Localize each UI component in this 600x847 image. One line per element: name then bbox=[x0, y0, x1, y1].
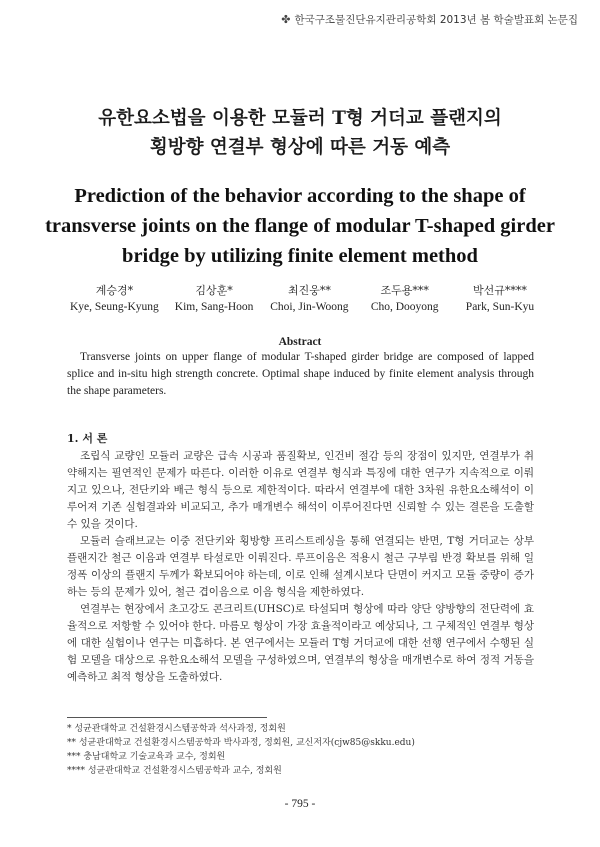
conference-header-text: 한국구조물진단유지관리공학회 2013년 봄 학술발표회 논문집 bbox=[294, 14, 578, 26]
footnote: * 성균관대학교 건설환경시스템공학과 석사과정, 정회원 bbox=[67, 724, 286, 734]
author bbox=[365, 283, 445, 316]
english-title bbox=[0, 181, 600, 271]
author-name-english: Cho, Dooyong bbox=[370, 301, 439, 313]
author-list bbox=[70, 283, 540, 316]
section-heading: 1. 서 론 bbox=[67, 432, 108, 445]
body-text bbox=[67, 448, 534, 686]
abstract-heading: Abstract bbox=[278, 336, 322, 348]
author-name-english: Kim, Sang-Hoon bbox=[174, 301, 254, 313]
korean-title bbox=[0, 104, 600, 162]
paragraph: 연결부는 현장에서 초고강도 콘크리트(UHSC)로 타설되며 형상에 따라 양단 양방향의 전단력에 효율적으로 저항할 수 있어야 한다. 마름모 형상이 가장 효율적이라고 예상되나, 그 구체적인 연결부 형상에 대한 실험이나 연구는 미흡하다. 본 연구에서는 모듈러 T형 거더교에 대한 선행 연구에서 수행된 실험 모델을 대상으로 유한요소해석 모델을 구성하였으며, 연결부의 형상을 매개변수로 하여 정적 거동을 예측하고 최적 형상을 도출하였다. bbox=[67, 603, 534, 683]
abstract-text: Transverse joints on upper flange of modular T-shaped girder bridge are composed of lapped splice and in-situ high strength concrete. Optimal shape induced by finite element analysis through the shape parameters. bbox=[67, 351, 534, 397]
author-name-korean: 계승경* bbox=[95, 284, 134, 297]
author-name-korean: 조두용*** bbox=[380, 284, 429, 297]
star-logo-icon: ✤ bbox=[281, 13, 291, 26]
footnote: *** 충남대학교 기술교육과 교수, 정회원 bbox=[67, 752, 226, 762]
footnotes bbox=[67, 722, 534, 778]
footnote-divider bbox=[67, 717, 267, 718]
author-name-korean: 김상훈* bbox=[195, 284, 233, 297]
author bbox=[460, 283, 540, 316]
author-name-english: Choi, Jin-Woong bbox=[270, 301, 349, 313]
footnote: **** 성균관대학교 건설환경시스템공학과 교수, 정회원 bbox=[67, 766, 282, 776]
english-title-line-2: transverse joints on the flange of modular T-shaped girder bbox=[45, 215, 555, 237]
conference-header bbox=[281, 12, 578, 27]
author-name-korean: 최진웅** bbox=[287, 284, 331, 297]
author-name-english: Kye, Seung-Kyung bbox=[70, 301, 159, 313]
author bbox=[70, 283, 159, 316]
author-name-english: Park, Sun-Kyu bbox=[465, 301, 535, 313]
author bbox=[269, 283, 349, 316]
author-name-korean: 박선규**** bbox=[473, 284, 527, 297]
footnote: ** 성균관대학교 건설환경시스템공학과 박사과정, 정회원, 교신저자(cjw85@skku.edu) bbox=[67, 738, 415, 748]
paragraph: 조립식 교량인 모듈러 교량은 급속 시공과 품질확보, 인건비 절감 등의 장점이 있지만, 연결부가 취약해지는 필연적인 문제가 따른다. 이러한 이유로 연결부 형식과 특징에 대한 연구가 지속적으로 이뤄지고 있으나, 전단키와 배근 형식 등으로 제한적이다. 따라서 연결부에 대한 3차원 유한요소해석이 이루어져 기존 실험결과와 비교되고, 추가 매개변수 해석이 이루어진다면 신뢰할 수 있는 결론을 도출할 수 있을 것이다. bbox=[67, 450, 534, 530]
english-title-line-1: Prediction of the behavior according to the shape of bbox=[74, 185, 526, 207]
korean-title-line-2: 횡방향 연결부 형상에 따른 거동 예측 bbox=[149, 137, 451, 158]
paragraph: 모듈러 슬래브교는 이중 전단키와 횡방향 프리스트레싱을 통해 연결되는 반면, T형 거더교는 상부 플랜지간 철근 이음과 연결부 타설로만 이뤄진다. 루프이음은 적용시 철근 구부림 반경 확보를 위해 일정폭 이상의 플랜지 두께가 확보되어야 하는데, 이로 인해 설계시보다 단면이 커지고 모듈 중량이 증가하는 등의 문제가 있어, 철근 겹이음으로 이음 형식을 제한하였다. bbox=[67, 535, 534, 598]
page-number: - 795 - bbox=[284, 798, 316, 810]
english-title-line-3: bridge by utilizing finite element method bbox=[122, 245, 478, 267]
author bbox=[174, 283, 254, 316]
korean-title-line-1: 유한요소법을 이용한 모듈러 T형 거더교 플랜지의 bbox=[98, 108, 502, 129]
